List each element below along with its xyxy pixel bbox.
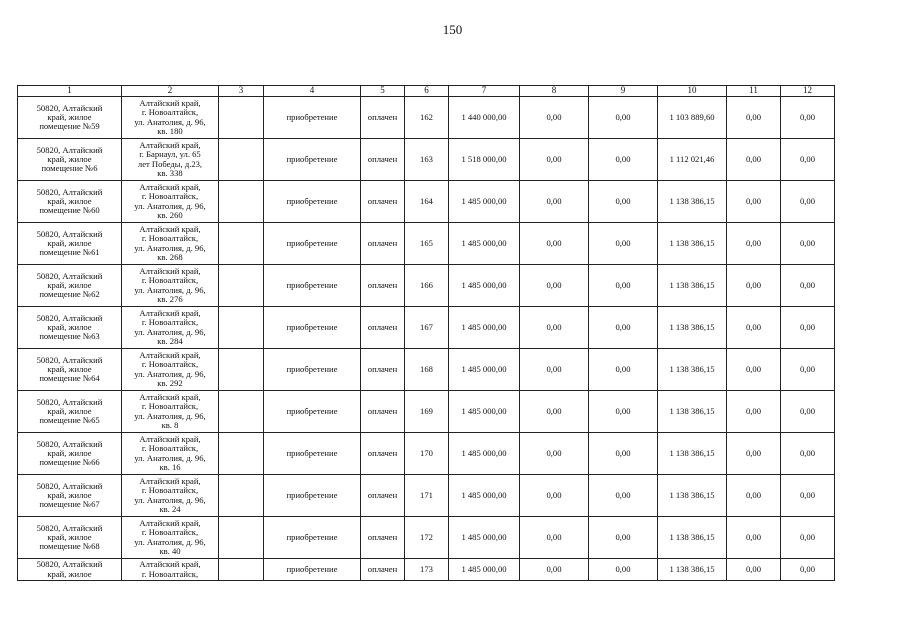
address-line: Алтайский край, <box>139 139 201 150</box>
cell-payment-status: оплачен <box>361 475 405 517</box>
cell-col-8: 0,00 <box>520 307 589 349</box>
cell-address <box>122 265 219 307</box>
cell-object-description <box>18 475 122 517</box>
table-row <box>18 559 835 581</box>
cell-col-3 <box>219 475 264 517</box>
cell-record-number: 164 <box>405 181 449 223</box>
address-line: кв. 16 <box>159 461 181 472</box>
table-row <box>18 307 835 349</box>
column-header: 10 <box>658 86 727 97</box>
address-line: лет Победы, д.23, <box>137 158 203 169</box>
cell-record-number: 172 <box>405 517 449 559</box>
cell-acquisition-method: приобретение <box>264 433 361 475</box>
cell-acquisition-method: приобретение <box>264 391 361 433</box>
column-header-row <box>18 86 835 97</box>
address-line: ул. Анатолия, д. 96, <box>134 116 206 127</box>
cell-col-7: 1 485 000,00 <box>449 307 520 349</box>
object-line: помещение №64 <box>39 373 100 384</box>
page-number: 150 <box>442 22 463 37</box>
object-line: край, жилое <box>47 153 92 164</box>
cell-col-3 <box>219 307 264 349</box>
object-line: 50820, Алтайский <box>36 559 103 570</box>
cell-object-description <box>18 307 122 349</box>
column-header: 2 <box>122 86 219 97</box>
column-header: 9 <box>589 86 658 97</box>
object-line: край, жилое <box>47 279 92 290</box>
address-line: г. Новоалтайск, <box>141 233 199 244</box>
cell-col-9: 0,00 <box>589 349 658 391</box>
address-line: кв. 284 <box>157 335 183 346</box>
address-line: г. Новоалтайск, <box>141 568 199 579</box>
cell-acquisition-method: приобретение <box>264 139 361 181</box>
cell-col-10: 1 138 386,15 <box>658 559 727 581</box>
cell-address <box>122 181 219 223</box>
cell-acquisition-method: приобретение <box>264 265 361 307</box>
cell-payment-status: оплачен <box>361 433 405 475</box>
cell-col-8: 0,00 <box>520 391 589 433</box>
cell-payment-status: оплачен <box>361 223 405 265</box>
cell-col-12: 0,00 <box>781 433 835 475</box>
cell-col-7: 1 440 000,00 <box>449 97 520 139</box>
cell-col-10: 1 138 386,15 <box>658 223 727 265</box>
registry-body <box>18 97 835 581</box>
table-row <box>18 475 835 517</box>
cell-object-description <box>18 265 122 307</box>
cell-record-number: 166 <box>405 265 449 307</box>
address-line: Алтайский край, <box>139 391 201 402</box>
cell-col-12: 0,00 <box>781 559 835 581</box>
cell-payment-status: оплачен <box>361 181 405 223</box>
cell-acquisition-method: приобретение <box>264 181 361 223</box>
cell-col-12: 0,00 <box>781 517 835 559</box>
cell-col-8: 0,00 <box>520 181 589 223</box>
cell-col-7: 1 485 000,00 <box>449 349 520 391</box>
cell-col-9: 0,00 <box>589 223 658 265</box>
object-line: помещение №67 <box>39 499 100 510</box>
cell-object-description <box>18 391 122 433</box>
cell-col-8: 0,00 <box>520 97 589 139</box>
column-header: 3 <box>219 86 264 97</box>
address-line: г. Новоалтайск, <box>141 191 199 202</box>
address-line: кв. 276 <box>157 293 183 304</box>
cell-col-8: 0,00 <box>520 475 589 517</box>
object-line: 50820, Алтайский <box>36 522 103 533</box>
object-line: 50820, Алтайский <box>36 312 103 323</box>
cell-record-number: 163 <box>405 139 449 181</box>
cell-col-10: 1 138 386,15 <box>658 265 727 307</box>
cell-payment-status: оплачен <box>361 349 405 391</box>
cell-col-11: 0,00 <box>727 307 781 349</box>
cell-payment-status: оплачен <box>361 517 405 559</box>
object-line: 50820, Алтайский <box>36 396 103 407</box>
cell-col-8: 0,00 <box>520 265 589 307</box>
cell-col-10: 1 138 386,15 <box>658 349 727 391</box>
object-line: помещение №63 <box>39 331 100 342</box>
object-line: помещение №66 <box>39 457 100 468</box>
cell-col-12: 0,00 <box>781 97 835 139</box>
cell-record-number: 162 <box>405 97 449 139</box>
object-line: помещение №61 <box>39 247 100 258</box>
address-line: кв. 180 <box>157 125 183 136</box>
object-line: 50820, Алтайский <box>36 186 103 197</box>
address-line: г. Новоалтайск, <box>141 527 199 538</box>
cell-col-12: 0,00 <box>781 391 835 433</box>
address-line: ул. Анатолия, д. 96, <box>134 200 206 211</box>
address-line: ул. Анатолия, д. 96, <box>134 242 206 253</box>
cell-payment-status: оплачен <box>361 307 405 349</box>
address-line: кв. 338 <box>157 167 183 178</box>
address-line: Алтайский край, <box>139 475 201 486</box>
cell-col-3 <box>219 391 264 433</box>
registry-table <box>17 85 835 581</box>
address-line: Алтайский край, <box>139 349 201 360</box>
cell-col-12: 0,00 <box>781 349 835 391</box>
cell-col-3 <box>219 181 264 223</box>
cell-col-7: 1 485 000,00 <box>449 433 520 475</box>
cell-col-8: 0,00 <box>520 223 589 265</box>
cell-address <box>122 97 219 139</box>
cell-col-9: 0,00 <box>589 559 658 581</box>
object-line: 50820, Алтайский <box>36 438 103 449</box>
object-line: помещение №68 <box>39 541 100 552</box>
cell-col-9: 0,00 <box>589 517 658 559</box>
cell-col-10: 1 138 386,15 <box>658 475 727 517</box>
cell-col-9: 0,00 <box>589 181 658 223</box>
cell-col-7: 1 485 000,00 <box>449 391 520 433</box>
address-line: г. Новоалтайск, <box>141 107 199 118</box>
cell-col-8: 0,00 <box>520 139 589 181</box>
cell-col-10: 1 138 386,15 <box>658 517 727 559</box>
address-line: Алтайский край, <box>139 265 201 276</box>
cell-payment-status: оплачен <box>361 265 405 307</box>
cell-col-9: 0,00 <box>589 97 658 139</box>
object-line: 50820, Алтайский <box>36 270 103 281</box>
cell-col-12: 0,00 <box>781 139 835 181</box>
cell-acquisition-method: приобретение <box>264 475 361 517</box>
cell-object-description <box>18 517 122 559</box>
cell-address <box>122 307 219 349</box>
column-header: 4 <box>264 86 361 97</box>
address-line: г. Новоалтайск, <box>141 275 199 286</box>
cell-address <box>122 559 219 581</box>
object-line: помещение №60 <box>39 205 100 216</box>
cell-col-3 <box>219 97 264 139</box>
cell-col-10: 1 112 021,46 <box>658 139 727 181</box>
cell-object-description <box>18 559 122 581</box>
cell-col-9: 0,00 <box>589 265 658 307</box>
cell-payment-status: оплачен <box>361 559 405 581</box>
cell-col-11: 0,00 <box>727 223 781 265</box>
object-line: край, жилое <box>47 489 92 500</box>
object-line: помещение №6 <box>41 163 98 174</box>
object-line: помещение №62 <box>39 289 100 300</box>
cell-object-description <box>18 181 122 223</box>
cell-col-11: 0,00 <box>727 97 781 139</box>
address-line: Алтайский край, <box>139 559 201 570</box>
address-line: Алтайский край, <box>139 517 201 528</box>
cell-record-number: 169 <box>405 391 449 433</box>
table-row <box>18 139 835 181</box>
cell-col-9: 0,00 <box>589 139 658 181</box>
cell-col-10: 1 103 889,60 <box>658 97 727 139</box>
object-line: 50820, Алтайский <box>36 102 103 113</box>
column-header: 5 <box>361 86 405 97</box>
table-row <box>18 265 835 307</box>
cell-col-12: 0,00 <box>781 181 835 223</box>
column-header: 1 <box>18 86 122 97</box>
cell-col-11: 0,00 <box>727 559 781 581</box>
object-line: край, жилое <box>47 237 92 248</box>
address-line: ул. Анатолия, д. 96, <box>134 368 206 379</box>
cell-col-9: 0,00 <box>589 391 658 433</box>
cell-col-12: 0,00 <box>781 307 835 349</box>
cell-payment-status: оплачен <box>361 97 405 139</box>
cell-col-7: 1 485 000,00 <box>449 475 520 517</box>
address-line: г. Новоалтайск, <box>141 359 199 370</box>
object-line: край, жилое <box>47 111 92 122</box>
cell-col-9: 0,00 <box>589 475 658 517</box>
cell-col-12: 0,00 <box>781 265 835 307</box>
cell-payment-status: оплачен <box>361 391 405 433</box>
cell-col-8: 0,00 <box>520 349 589 391</box>
address-line: Алтайский край, <box>139 223 201 234</box>
address-line: г. Новоалтайск, <box>141 401 199 412</box>
cell-col-7: 1 485 000,00 <box>449 517 520 559</box>
cell-col-3 <box>219 139 264 181</box>
cell-col-11: 0,00 <box>727 433 781 475</box>
object-line: край, жилое <box>47 531 92 542</box>
address-line: ул. Анатолия, д. 96, <box>134 410 206 421</box>
cell-col-3 <box>219 517 264 559</box>
cell-object-description <box>18 97 122 139</box>
cell-record-number: 168 <box>405 349 449 391</box>
address-line: кв. 268 <box>157 251 183 262</box>
address-line: Алтайский край, <box>139 307 201 318</box>
cell-record-number: 170 <box>405 433 449 475</box>
cell-record-number: 165 <box>405 223 449 265</box>
cell-col-11: 0,00 <box>727 391 781 433</box>
address-line: кв. 260 <box>157 209 183 220</box>
cell-col-12: 0,00 <box>781 475 835 517</box>
cell-address <box>122 433 219 475</box>
cell-acquisition-method: приобретение <box>264 307 361 349</box>
cell-col-11: 0,00 <box>727 475 781 517</box>
cell-record-number: 171 <box>405 475 449 517</box>
cell-col-7: 1 518 000,00 <box>449 139 520 181</box>
address-line: г. Новоалтайск, <box>141 443 199 454</box>
object-line: край, жилое <box>47 447 92 458</box>
cell-address <box>122 391 219 433</box>
address-line: ул. Анатолия, д. 96, <box>134 326 206 337</box>
cell-col-3 <box>219 223 264 265</box>
object-line: 50820, Алтайский <box>36 228 103 239</box>
cell-col-7: 1 485 000,00 <box>449 559 520 581</box>
cell-col-3 <box>219 433 264 475</box>
object-line: край, жилое <box>47 321 92 332</box>
object-line: край, жилое <box>47 363 92 374</box>
table-row <box>18 349 835 391</box>
cell-col-9: 0,00 <box>589 307 658 349</box>
address-line: Алтайский край, <box>139 181 201 192</box>
cell-col-11: 0,00 <box>727 139 781 181</box>
cell-object-description <box>18 139 122 181</box>
address-line: г. Барнаул, ул. 65 <box>139 149 201 160</box>
address-line: кв. 40 <box>159 545 181 556</box>
address-line: г. Новоалтайск, <box>141 317 199 328</box>
cell-col-8: 0,00 <box>520 517 589 559</box>
table-row <box>18 181 835 223</box>
table-row <box>18 433 835 475</box>
cell-col-12: 0,00 <box>781 223 835 265</box>
cell-col-8: 0,00 <box>520 559 589 581</box>
cell-col-7: 1 485 000,00 <box>449 223 520 265</box>
address-line: кв. 24 <box>159 503 181 514</box>
address-line: Алтайский край, <box>139 433 201 444</box>
table-row <box>18 517 835 559</box>
cell-col-3 <box>219 265 264 307</box>
address-line: ул. Анатолия, д. 96, <box>134 284 206 295</box>
cell-col-10: 1 138 386,15 <box>658 181 727 223</box>
column-header: 11 <box>727 86 781 97</box>
cell-col-10: 1 138 386,15 <box>658 433 727 475</box>
cell-record-number: 167 <box>405 307 449 349</box>
address-line: кв. 292 <box>157 377 183 388</box>
object-line: край, жилое <box>47 568 92 579</box>
cell-acquisition-method: приобретение <box>264 97 361 139</box>
object-line: 50820, Алтайский <box>36 354 103 365</box>
object-line: помещение №59 <box>39 121 100 132</box>
object-line: край, жилое <box>47 195 92 206</box>
object-line: край, жилое <box>47 405 92 416</box>
cell-col-11: 0,00 <box>727 181 781 223</box>
cell-col-10: 1 138 386,15 <box>658 391 727 433</box>
cell-address <box>122 139 219 181</box>
column-header: 12 <box>781 86 835 97</box>
cell-acquisition-method: приобретение <box>264 517 361 559</box>
table-row <box>18 223 835 265</box>
cell-col-3 <box>219 349 264 391</box>
cell-record-number: 173 <box>405 559 449 581</box>
cell-object-description <box>18 223 122 265</box>
address-line: ул. Анатолия, д. 96, <box>134 494 206 505</box>
cell-object-description <box>18 349 122 391</box>
cell-col-9: 0,00 <box>589 433 658 475</box>
cell-col-11: 0,00 <box>727 265 781 307</box>
address-line: ул. Анатолия, д. 96, <box>134 536 206 547</box>
cell-col-11: 0,00 <box>727 517 781 559</box>
cell-col-10: 1 138 386,15 <box>658 307 727 349</box>
table-row <box>18 391 835 433</box>
cell-address <box>122 517 219 559</box>
address-line: ул. Анатолия, д. 96, <box>134 452 206 463</box>
column-header: 6 <box>405 86 449 97</box>
address-line: г. Новоалтайск, <box>141 485 199 496</box>
address-line: Алтайский край, <box>139 97 201 108</box>
cell-col-3 <box>219 559 264 581</box>
cell-address <box>122 223 219 265</box>
cell-acquisition-method: приобретение <box>264 349 361 391</box>
column-header: 7 <box>449 86 520 97</box>
object-line: 50820, Алтайский <box>36 144 103 155</box>
column-header: 8 <box>520 86 589 97</box>
cell-payment-status: оплачен <box>361 139 405 181</box>
cell-object-description <box>18 433 122 475</box>
address-line: кв. 8 <box>161 419 179 430</box>
table-row <box>18 97 835 139</box>
object-line: помещение №65 <box>39 415 100 426</box>
cell-address <box>122 475 219 517</box>
cell-acquisition-method: приобретение <box>264 559 361 581</box>
cell-col-7: 1 485 000,00 <box>449 265 520 307</box>
cell-acquisition-method: приобретение <box>264 223 361 265</box>
cell-col-11: 0,00 <box>727 349 781 391</box>
cell-address <box>122 349 219 391</box>
object-line: 50820, Алтайский <box>36 480 103 491</box>
cell-col-7: 1 485 000,00 <box>449 181 520 223</box>
cell-col-8: 0,00 <box>520 433 589 475</box>
